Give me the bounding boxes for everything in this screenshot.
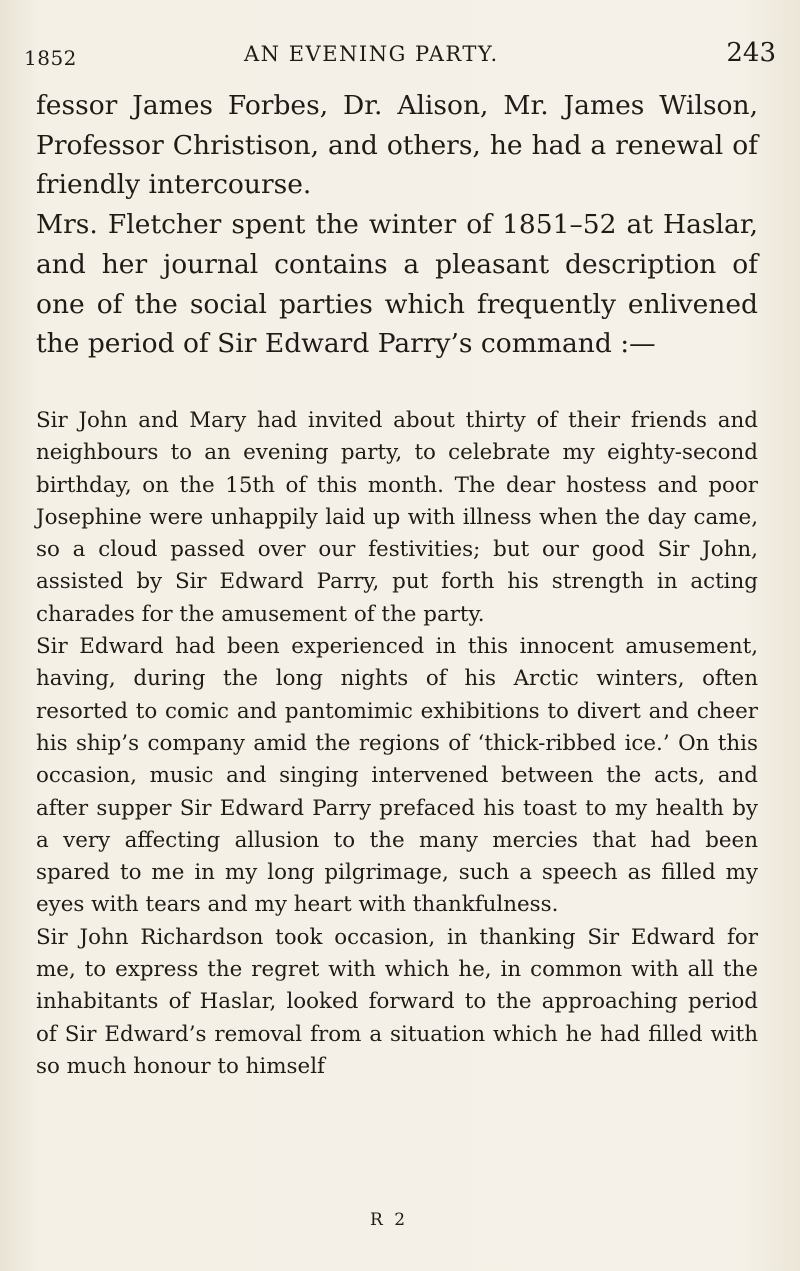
journal-quote (36, 405, 758, 1083)
running-head-title: AN EVENING PARTY. (244, 42, 499, 66)
main-paragraph-2: Mrs. Fletcher spent the winter of 1851–52 at Haslar, and her journal contains a pleasant description of one of the social parties which frequently enlivened the period of Sir Edward Parry’s command :— (36, 209, 758, 360)
signature-mark: R 2 (370, 1210, 409, 1230)
quote-paragraph-1: Sir John and Mary had invited about thirty of their friends and neighbours to an evening party, to celebrate my eighty-second birthday, on the 15th of this month. The dear hostess and poor Josephine were unhappily laid up with illness when the day came, so a cloud passed over our festivities; but our good Sir John, assisted by Sir Edward Parry, put forth his strength in acting charades for the amusement of the party. (36, 408, 758, 627)
running-head (24, 38, 784, 72)
main-paragraph-1: fessor James Forbes, Dr. Alison, Mr. James Wilson, Professor Christison, and others, he had a renewal of friendly intercourse. (36, 90, 758, 201)
quote-paragraph-2: Sir Edward had been experienced in this innocent amusement, having, during the long nights of his Arctic winters, often resorted to comic and pantomimic exhibitions to divert and cheer his ship’s company amid the regions of ‘thick-ribbed ice.’ On this occasion, music and singing intervened between the acts, and after supper Sir Edward Parry prefaced his toast to my health by a very affecting allusion to the many mercies that had been spared to me in my long pilgrimage, such a speech as filled my eyes with tears and my heart with thankfulness. (36, 634, 758, 918)
main-text (36, 86, 758, 364)
quote-paragraph-3: Sir John Richardson took occasion, in thanking Sir Edward for me, to express the regret with which he, in common with all the inhabitants of Haslar, looked forward to the approaching period of Sir Edward’s removal from a situation which he had filled with so much honour to himself (36, 924, 758, 1079)
page-number: 243 (726, 38, 776, 68)
running-head-year: 1852 (24, 46, 77, 70)
